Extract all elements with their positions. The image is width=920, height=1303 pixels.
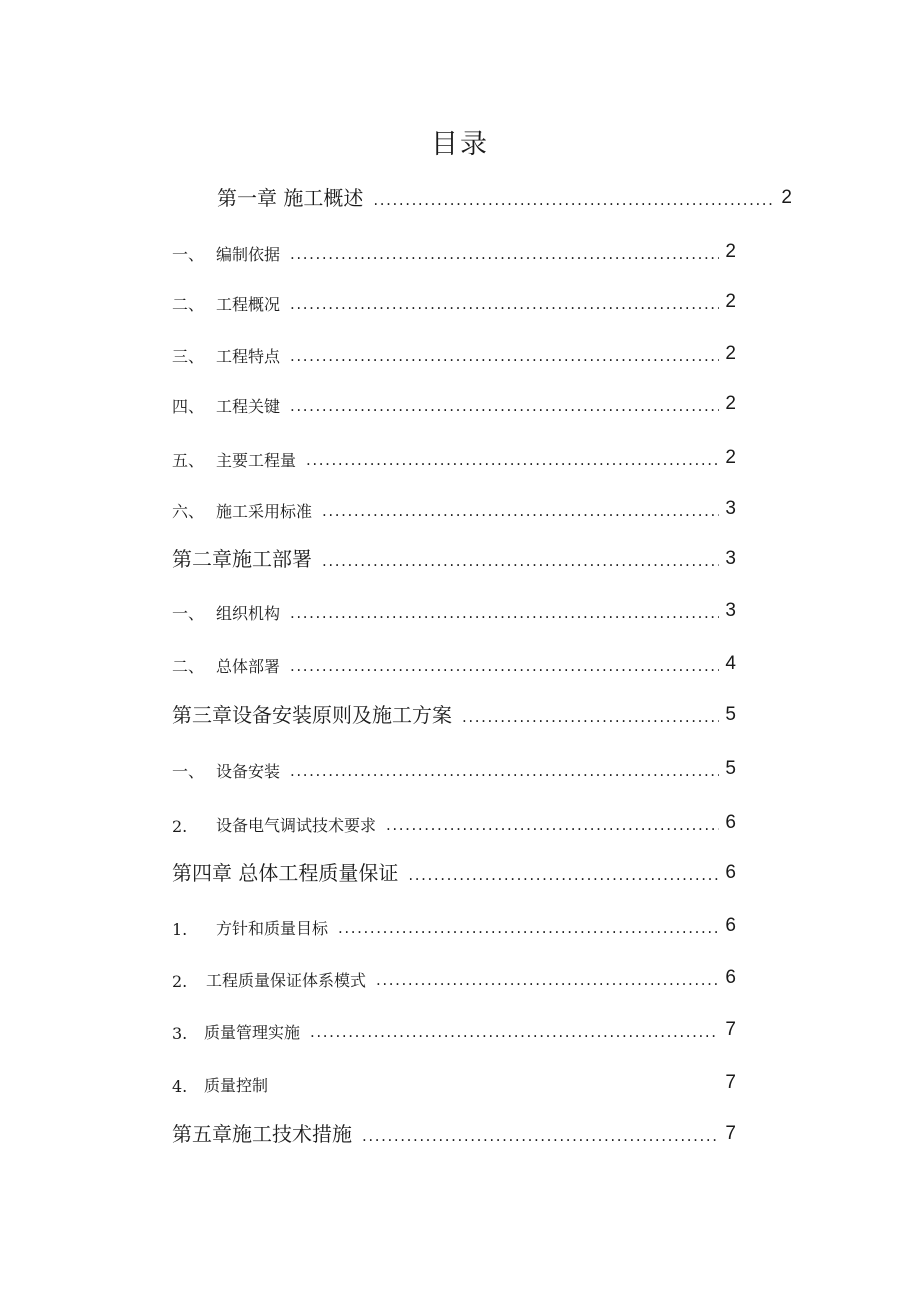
toc-chapter-entry[interactable]	[172, 856, 736, 886]
toc-dot-leader	[290, 762, 719, 780]
toc-entry-title: 工程概况	[216, 295, 281, 314]
toc-dot-leader	[408, 866, 719, 884]
toc-section-entry[interactable]	[172, 806, 736, 836]
toc-page-number: 6	[725, 915, 736, 936]
toc-dot-leader	[338, 919, 719, 937]
toc-section-entry[interactable]	[172, 909, 736, 939]
toc-entry-title: 总体部署	[216, 657, 281, 676]
toc-dot-leader	[290, 245, 719, 263]
toc-page-number: 6	[725, 967, 736, 988]
toc-chapter-entry[interactable]	[172, 698, 736, 728]
toc-section-entry[interactable]	[172, 1013, 736, 1043]
toc-page-number: 2	[725, 343, 736, 364]
toc-dot-leader	[376, 971, 719, 989]
toc-page-number: 3	[725, 498, 736, 519]
toc-dot-leader	[290, 347, 719, 365]
toc-section-entry[interactable]	[172, 441, 736, 471]
toc-entry-number: 2.	[172, 972, 188, 991]
page-title: 目录	[431, 129, 489, 160]
toc-entry-title: 质量管理实施	[204, 1023, 301, 1042]
toc-section-entry[interactable]	[172, 594, 736, 624]
toc-dot-leader	[462, 708, 719, 726]
toc-entry-title: 第二章施工部署	[172, 547, 312, 571]
toc-section-entry[interactable]	[172, 285, 736, 315]
toc-page-number: 2	[725, 393, 736, 414]
toc-entry-number: 一、	[172, 762, 205, 781]
toc-entry-title: 工程关键	[216, 397, 281, 416]
toc-entry-number: 一、	[172, 245, 205, 264]
toc-page-number: 3	[725, 548, 736, 569]
toc-dot-leader	[306, 451, 719, 469]
toc-entry-number: 四、	[172, 397, 205, 416]
toc-entry-title: 第三章设备安装原则及施工方案	[172, 703, 452, 727]
toc-page-number: 2	[725, 241, 736, 262]
toc-page-number: 6	[725, 812, 736, 833]
toc-chapter-entry[interactable]	[172, 542, 736, 572]
toc-chapter-entry[interactable]	[217, 181, 792, 211]
toc-dot-leader	[373, 191, 775, 209]
toc-page-number: 7	[725, 1123, 736, 1144]
toc-page-number: 2	[725, 447, 736, 468]
toc-entry-title: 编制依据	[216, 245, 281, 264]
toc-dot-leader	[386, 816, 719, 834]
toc-entry-number: 2.	[172, 817, 188, 836]
toc-entry-title: 工程特点	[216, 347, 281, 366]
toc-entry-number: 六、	[172, 502, 205, 521]
toc-page-number: 3	[725, 600, 736, 621]
toc-dot-leader	[290, 604, 719, 622]
toc-entry-number: 二、	[172, 657, 205, 676]
toc-dot-leader	[290, 397, 719, 415]
toc-entry-number: 五、	[172, 451, 205, 470]
toc-entry-title: 质量控制	[204, 1076, 269, 1095]
toc-entry-title: 组织机构	[216, 604, 281, 623]
toc-section-entry[interactable]	[172, 961, 736, 991]
toc-dot-leader	[310, 1023, 719, 1041]
toc-page-number: 6	[725, 862, 736, 883]
toc-dot-leader	[290, 657, 719, 675]
toc-entry-title: 第一章 施工概述	[217, 186, 364, 210]
toc-entry-title: 工程质量保证体系模式	[206, 971, 367, 990]
toc-dot-leader	[362, 1127, 719, 1145]
toc-entry-number: 一、	[172, 604, 205, 623]
toc-section-entry[interactable]	[172, 337, 736, 367]
toc-dot-leader	[322, 502, 719, 520]
toc-section-entry[interactable]	[172, 492, 736, 522]
toc-entry-title: 主要工程量	[216, 451, 297, 470]
toc-entry-number: 1.	[172, 920, 188, 939]
toc-entry-title: 第五章施工技术措施	[172, 1122, 352, 1146]
toc-page-number: 2	[725, 291, 736, 312]
toc-entry-title: 第四章 总体工程质量保证	[172, 861, 399, 885]
toc-section-entry[interactable]	[172, 235, 736, 265]
toc-entry-number: 4.	[172, 1077, 188, 1096]
toc-dot-leader	[322, 552, 719, 570]
toc-page-number: 7	[725, 1019, 736, 1040]
toc-section-entry[interactable]	[172, 752, 736, 782]
toc-page-number: 4	[725, 653, 736, 674]
toc-entry-title: 施工采用标准	[216, 502, 313, 521]
toc-dot-leader	[290, 295, 719, 313]
toc-chapter-entry[interactable]	[172, 1117, 736, 1147]
toc-entry-number: 二、	[172, 295, 205, 314]
toc-section-entry[interactable]	[172, 387, 736, 417]
toc-section-entry[interactable]	[172, 1066, 736, 1096]
toc-page-number: 7	[725, 1072, 736, 1093]
toc-entry-number: 三、	[172, 347, 205, 366]
toc-entry-title: 设备安装	[216, 762, 281, 781]
toc-entry-title: 方针和质量目标	[216, 919, 329, 938]
toc-section-entry[interactable]	[172, 647, 736, 677]
toc-entry-title: 设备电气调试技术要求	[216, 816, 377, 835]
toc-page-number: 5	[725, 758, 736, 779]
toc-entry-number: 3.	[172, 1024, 188, 1043]
toc-page-number: 5	[725, 704, 736, 725]
toc-page-number: 2	[781, 187, 792, 208]
